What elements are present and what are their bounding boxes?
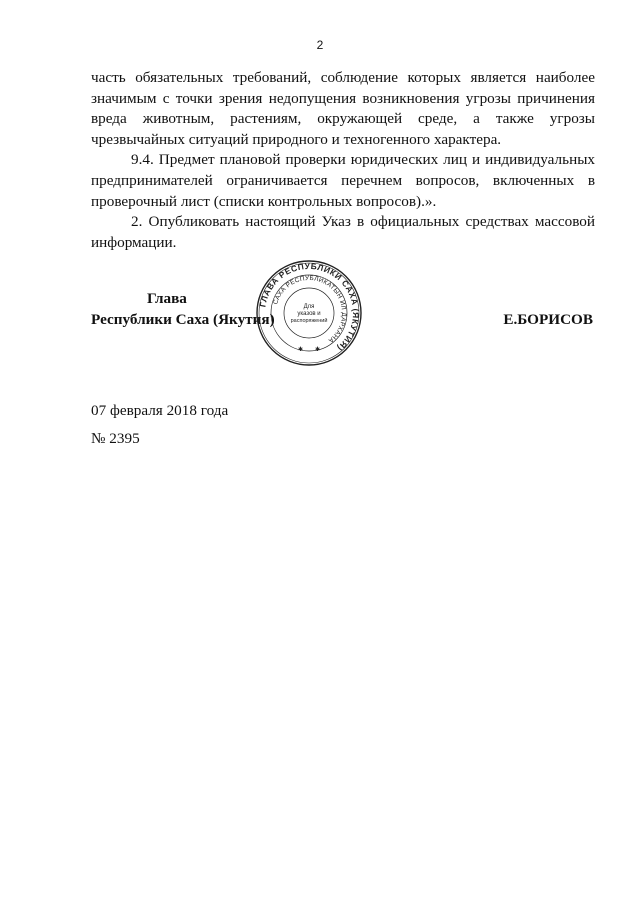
signatory-title-line2: Республики Саха (Якутия) [91,311,275,328]
document-number: № 2395 [91,430,140,447]
seal-inner-text: САХА РЕСПУБЛИКАТЫН ИЛ ДАРХАНА [272,274,348,344]
paragraph-continuation: часть обязательных требований, соблюдение которых является наиболее значимым с точки зрения недопущения возникновения угрозы причинения вреда животным, растениям, окружающей среде, а также угрозы чрезвычайных ситуаций природного и техногенного характера. [91,69,595,148]
seal-center-line1: Для [303,304,315,310]
document-date: 07 февраля 2018 года [91,402,229,419]
seal-star-right-icon: ✱ [315,347,321,353]
seal-outer-text: ГЛАВА РЕСПУБЛИКИ САХА (ЯКУТИЯ) [257,260,362,354]
seal-center-line3: распоряжений [290,318,328,324]
seal-star-left-icon: ✱ [298,347,304,353]
signatory-name: Е.БОРИСОВ [503,311,593,328]
signatory-title-line1: Глава [147,290,187,307]
official-seal-stamp [254,258,364,368]
document-body [91,68,595,253]
paragraph-9-4: 9.4. Предмет плановой проверки юридических лиц и индивидуальных предпринимателей ограничивается перечнем вопросов, включенных в проверочный лист (списки контрольных вопросов).». [91,151,595,210]
seal-center-line2: указов и [297,311,321,317]
paragraph-publish: 2. Опубликовать настоящий Указ в официальных средствах массовой информации. [91,213,595,251]
page-number: 2 [316,38,324,52]
